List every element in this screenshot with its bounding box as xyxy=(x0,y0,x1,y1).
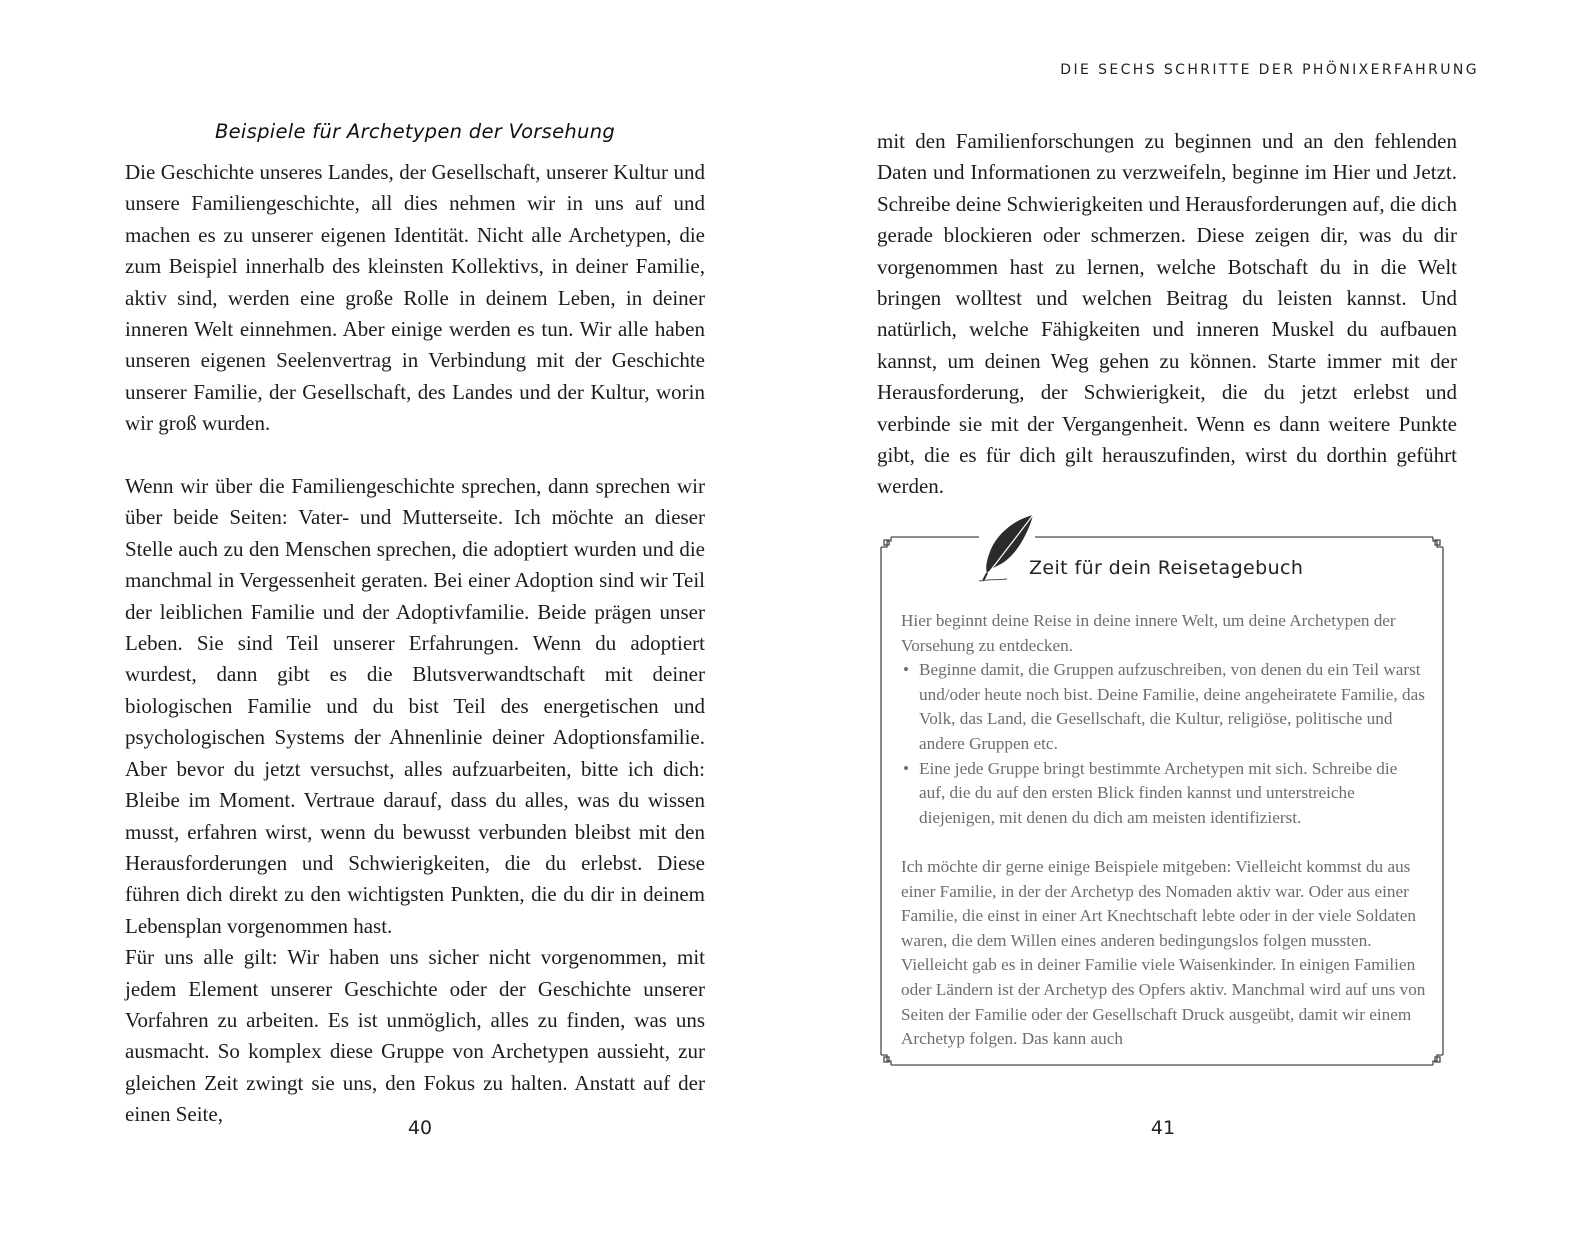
page-number: 41 xyxy=(1150,1117,1176,1139)
page-number: 40 xyxy=(407,1117,433,1139)
paragraph: Die Geschichte unseres Landes, der Gesellschaft, unserer Kultur und unsere Familiengeschichte, all dies nehmen wir in uns auf und machen es zu unserer eigenen Identität. Nicht alle Archetypen, die zum Beispiel innerhalb des kleinsten Kollektivs, in deiner Familie, aktiv sind, werden eine große Rolle in deinem Leben, in deiner inneren Welt einnehmen. Aber einige werden es tun. Wir alle haben unseren eigenen Seelenvertrag in Verbindung mit der Geschichte unserer Familie, der Gesellschaft, des Landes und der Kultur, worin wir groß wurden. xyxy=(125,160,705,436)
running-head: DIE SECHS SCHRITTE DER PHÖNIXERFAHRUNG xyxy=(1060,62,1479,78)
section-title: Beispiele für Archetypen der Vorsehung xyxy=(214,120,616,143)
paragraph: mit den Familienforschungen zu beginnen und an den fehlenden Daten und Informationen zu verzweifeln, beginne im Hier und Jetzt. Schreibe deine Schwierigkeiten und Herausforderungen auf, die dich gerade blockieren oder schmerzen. Diese zeigen dir, was du dir vorgenommen hast zu lernen, welche Botschaft du in die Welt bringen wolltest und welchen Beitrag du leisten kannst. Und natürlich, welche Fähigkeiten und inneren Muskel du aufbauen kannst, um deinen Weg gehen zu können. Starte immer mit der Herausforderung, der Schwierigkeit, die du jetzt erlebst und verbinde sie mit der Vergangenheit. Wenn es dann weitere Punkte gibt, die es für dich gilt herauszufinden, wirst du dorthin geführt werden. xyxy=(877,129,1457,499)
journal-heading: Zeit für dein Reisetagebuch xyxy=(1029,557,1304,579)
journal-content xyxy=(901,609,1426,1052)
paragraph: Wenn wir über die Familiengeschichte sprechen, dann sprechen wir über beide Seiten: Vater- und Mutterseite. Ich möchte an dieser Stelle auch zu den Menschen sprechen, die adoptiert wurden und die manchmal in Vergessenheit geraten. Bei einer Adoption sind wir Teil der leiblichen Familie und der Adoptivfamilie. Beide prägen unser Leben. Sie sind Teil unserer Erfahrungen. Wenn du adoptiert wurdest, dann gibt es die Blutsverwandtschaft mit deiner biologischen Familie und du bist Teil des energetischen und psychologischen Systems der Ahnenlinie deiner Adoptionsfamilie. Aber bevor du jetzt versuchst, alles aufzuarbeiten, bitte ich dich: Bleibe im Moment. Vertraue darauf, dass du alles, was du wissen musst, erfahren wirst, wenn du bewusst verbunden bleibst mit den Herausforderungen und Schwierigkeiten, die du erlebst. Diese führen dich direkt zu den wichtigsten Punkten, die du dir in deinem Lebensplan vorgenommen hast. xyxy=(125,474,705,938)
paragraph: Für uns alle gilt: Wir haben uns sicher nicht vorgenommen, mit jedem Element unserer Geschichte oder der Geschichte unserer Vorfahren zu arbeiten. Es ist unmöglich, alles zu finden, was uns ausmacht. So komplex diese Gruppe von Archetypen aussieht, zur gleichen Zeit zwingt sie uns, den Fokus zu halten. Anstatt auf der einen Seite, xyxy=(125,945,705,1127)
left-body-text xyxy=(125,157,705,1131)
right-page xyxy=(797,0,1594,1240)
list-item: • Beginne damit, die Gruppen aufzuschreiben, von denen du ein Teil warst und/oder heute noch bist. Deine Familie, deine angeheiratete Familie, das Volk, das Land, die Gesellschaft, die Kultur, religiöse, politische und andere Gruppen etc. xyxy=(901,658,1426,756)
right-body-text xyxy=(877,126,1457,503)
journal-intro: Hier beginnt deine Reise in deine innere Welt, um deine Archetypen der Vorsehung zu entdecken. xyxy=(901,611,1396,655)
journal-box xyxy=(879,535,1445,1067)
list-item: • Eine jede Gruppe bringt bestimmte Archetypen mit sich. Schreibe die auf, die du auf den ersten Blick finden kannst und unterstreiche diejenigen, mit denen du dich am meisten identifizierst. xyxy=(901,757,1426,831)
journal-bullet-list xyxy=(901,658,1426,830)
journal-paragraph: Ich möchte dir gerne einige Beispiele mitgeben: Vielleicht kommst du aus einer Familie, in der der Archetyp des Nomaden aktiv war. Oder aus einer Familie, die einst in einer Art Knechtschaft lebte oder in der viele Soldaten waren, die dem Willen eines anderen bedingungslos folgen mussten. Vielleicht gab es in deiner Familie viele Waisenkinder. In einigen Familien oder Ländern ist der Archetyp des Opfers aktiv. Manchmal wird auf uns von Seiten der Familie oder der Gesellschaft Druck ausgeübt, damit wir einem Archetyp folgen. Das kann auch xyxy=(901,856,1426,1049)
